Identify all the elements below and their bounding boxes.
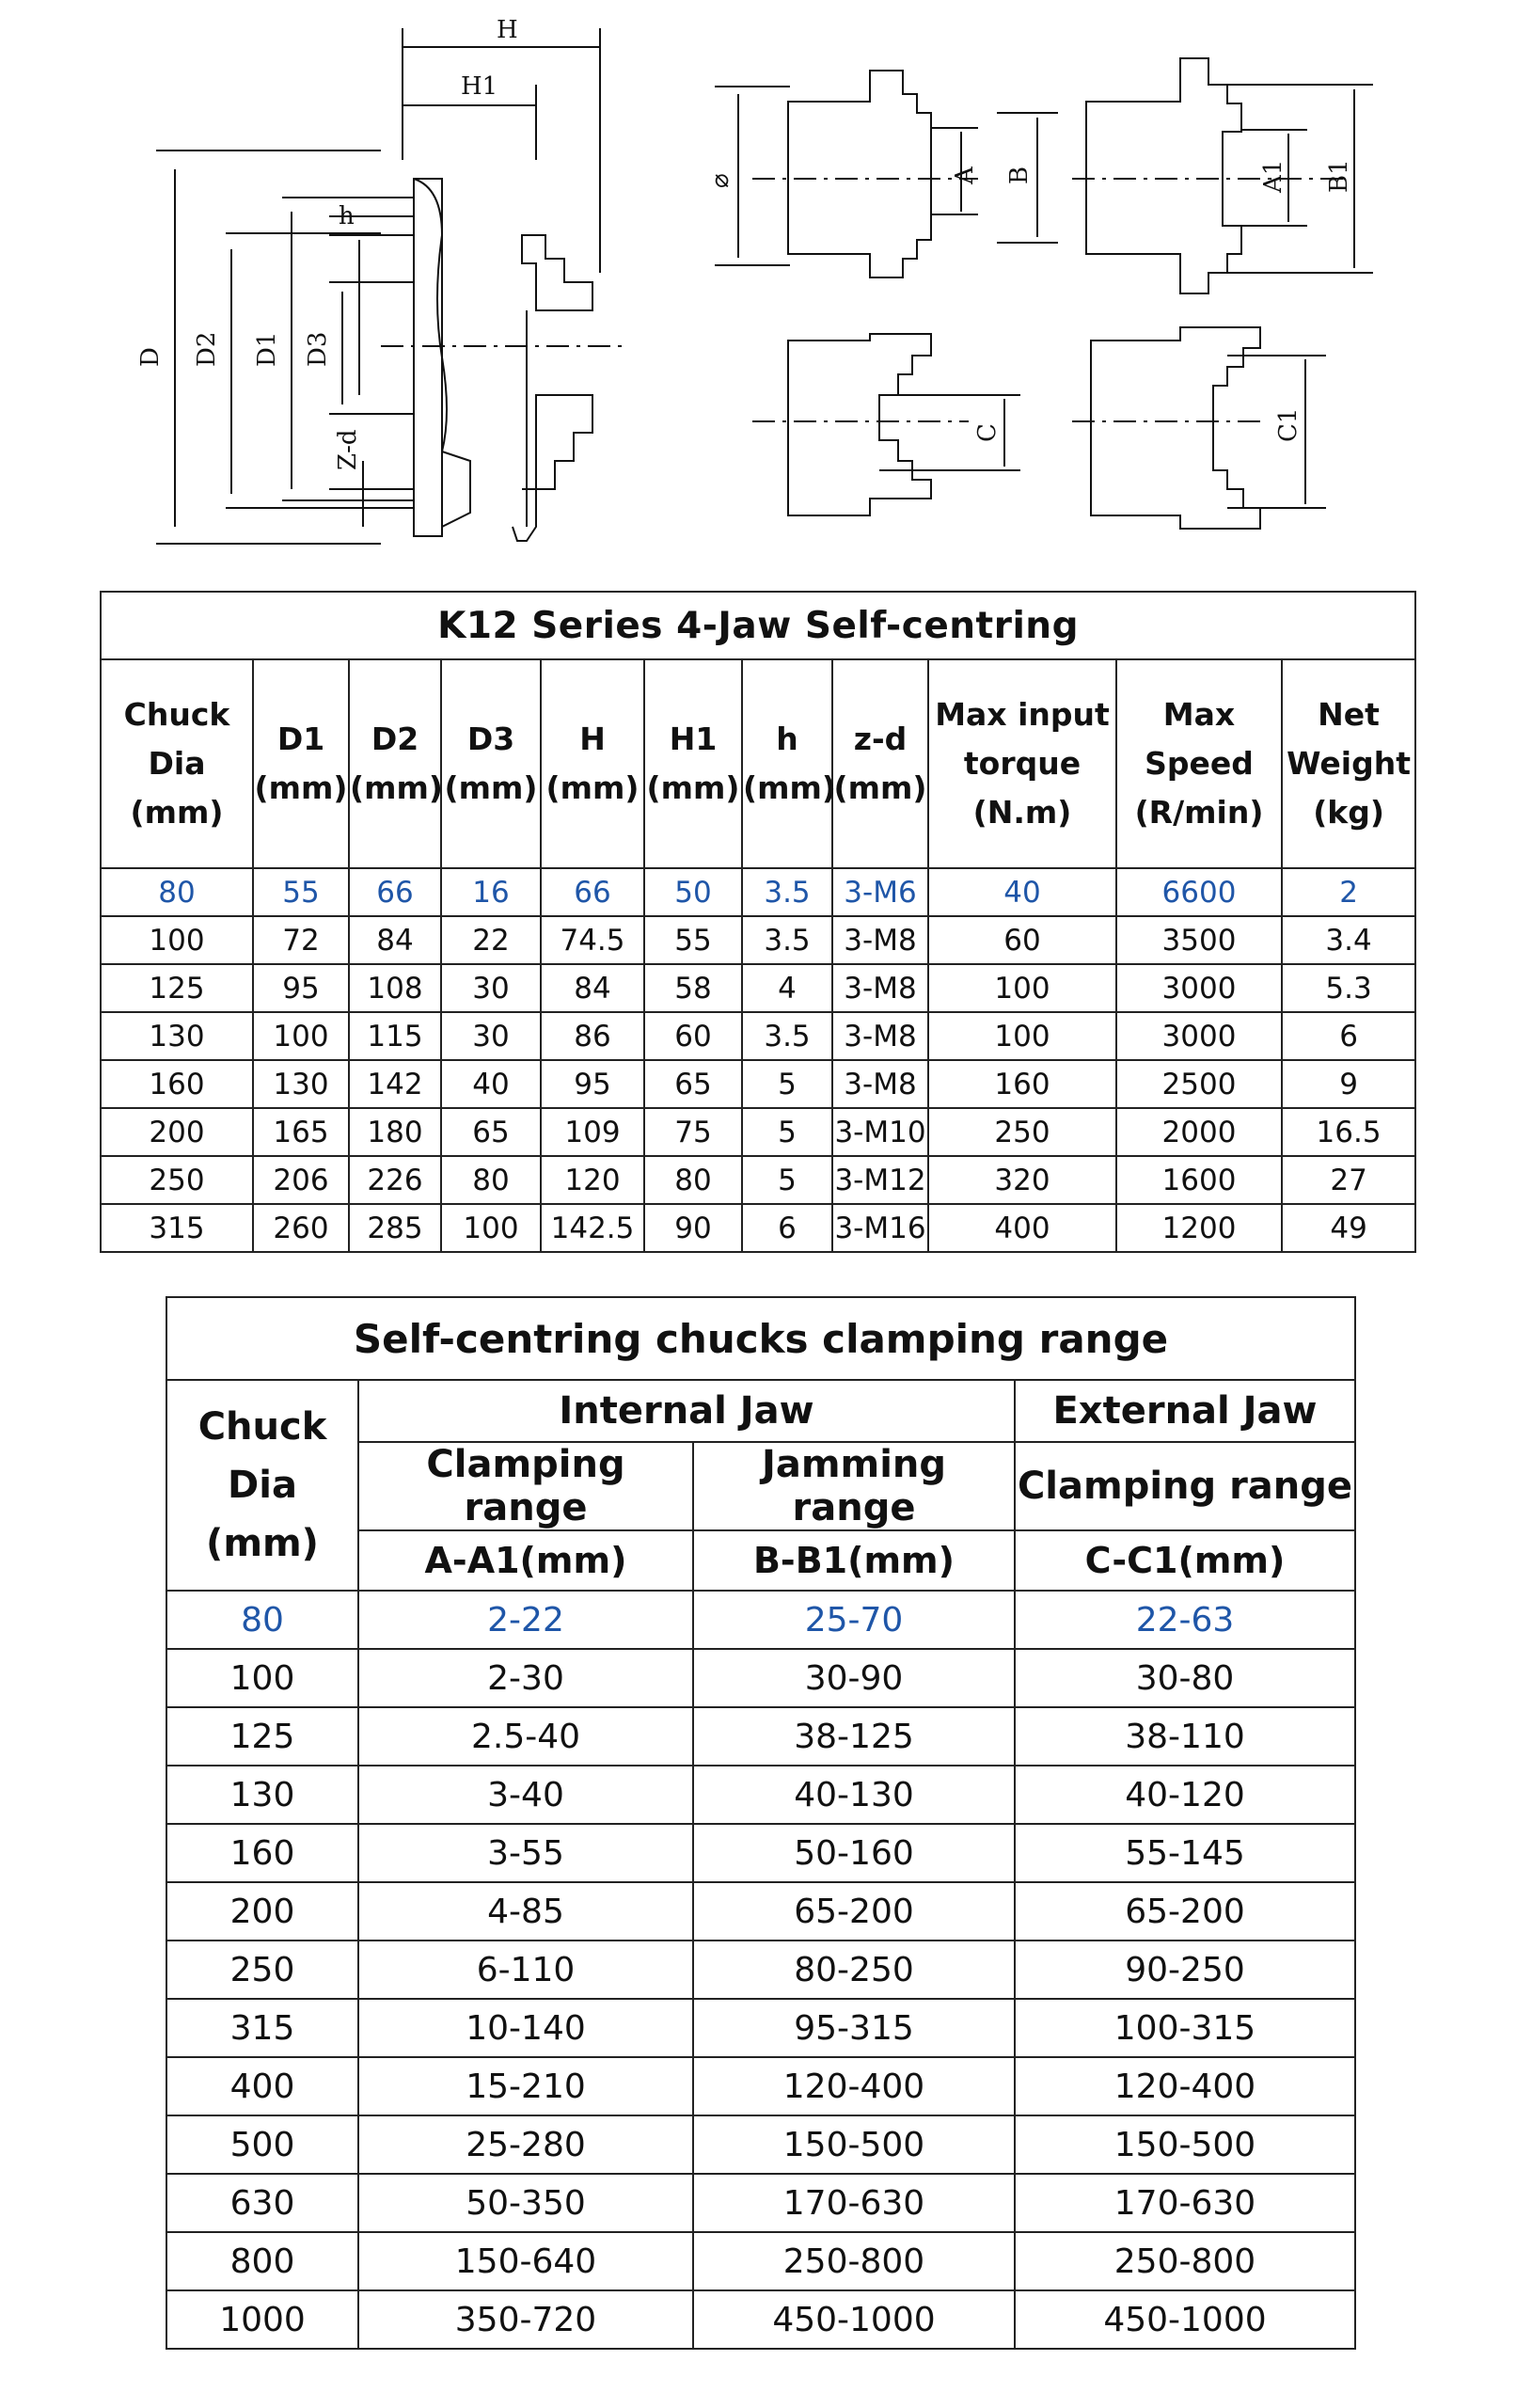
clamp-table-cell: 100 [166, 1649, 358, 1707]
spec-table-cell: 75 [644, 1108, 742, 1156]
label-c: C [973, 423, 1002, 442]
clamp-table-cell: 80 [166, 1591, 358, 1649]
clamp-table-cell: 630 [166, 2174, 358, 2232]
spec-table-cell: 130 [253, 1060, 349, 1108]
spec-table-row [101, 964, 1415, 1012]
label-d1: D1 [253, 331, 281, 367]
spec-table-cell: 5 [742, 1108, 832, 1156]
spec-table-cell: 66 [541, 868, 644, 916]
spec-table-cell: 200 [101, 1108, 253, 1156]
a-a1-header: A-A1(mm) [358, 1530, 693, 1591]
spec-table-cell: 66 [349, 868, 441, 916]
spec-table-cell: 108 [349, 964, 441, 1012]
clamp-table-cell: 50-160 [693, 1824, 1015, 1882]
spec-header-cell: D2 (mm) [349, 659, 441, 868]
spec-table-cell: 1600 [1116, 1156, 1282, 1204]
jamming-range-header: Jamming range [693, 1442, 1015, 1530]
spec-table-cell: 3.4 [1282, 916, 1415, 964]
clamp-table-row [166, 1649, 1355, 1707]
spec-table-cell: 3-M12 [832, 1156, 928, 1204]
spec-table-cell: 260 [253, 1204, 349, 1252]
spec-table-cell: 3.5 [742, 868, 832, 916]
label-d: D [136, 347, 165, 367]
spec-table-cell: 84 [349, 916, 441, 964]
clamp-table-cell: 10-140 [358, 1999, 693, 2057]
spec-table-cell: 9 [1282, 1060, 1415, 1108]
side-view-drawing [156, 28, 628, 544]
spec-header-cell: z-d (mm) [832, 659, 928, 868]
clamp-table-cell: 90-250 [1015, 1941, 1355, 1999]
spec-table-cell: 315 [101, 1204, 253, 1252]
clamp-table-cell: 160 [166, 1824, 358, 1882]
spec-table-cell: 80 [101, 868, 253, 916]
clamp-table-cell: 15-210 [358, 2057, 693, 2115]
spec-table-cell: 2000 [1116, 1108, 1282, 1156]
spec-header-cell: Max Speed (R/min) [1116, 659, 1282, 868]
spec-table-cell: 3-M8 [832, 964, 928, 1012]
clamp-table-cell: 3-40 [358, 1766, 693, 1824]
clamp-table-cell: 170-630 [1015, 2174, 1355, 2232]
spec-table-cell: 125 [101, 964, 253, 1012]
clamp-table-cell: 4-85 [358, 1882, 693, 1941]
spec-table-cell: 65 [644, 1060, 742, 1108]
spec-table-cell: 3-M8 [832, 1060, 928, 1108]
spec-table-cell: 86 [541, 1012, 644, 1060]
spec-table-cell: 6600 [1116, 868, 1282, 916]
spec-table-cell: 84 [541, 964, 644, 1012]
spec-table-cell: 6 [1282, 1012, 1415, 1060]
spec-table-cell: 60 [644, 1012, 742, 1060]
clamp-table-row [166, 1591, 1355, 1649]
spec-table-cell: 4 [742, 964, 832, 1012]
clamp-table-cell: 150-500 [693, 2115, 1015, 2174]
spec-header-cell: D1 (mm) [253, 659, 349, 868]
spec-table-cell: 5.3 [1282, 964, 1415, 1012]
spec-table-cell: 80 [441, 1156, 541, 1204]
spec-table-cell: 58 [644, 964, 742, 1012]
clamp-table-cell: 30-90 [693, 1649, 1015, 1707]
spec-table-cell: 3.5 [742, 916, 832, 964]
clamp-table-cell: 22-63 [1015, 1591, 1355, 1649]
clamp-table-cell: 315 [166, 1999, 358, 2057]
spec-table-row [101, 1012, 1415, 1060]
clamp-table-cell: 1000 [166, 2290, 358, 2349]
spec-table-cell: 65 [441, 1108, 541, 1156]
spec-table-cell: 90 [644, 1204, 742, 1252]
clamp-table-cell: 150-500 [1015, 2115, 1355, 2174]
clamp-table-cell: 125 [166, 1707, 358, 1766]
spec-header-cell: D3 (mm) [441, 659, 541, 868]
clamp-table-row [166, 1824, 1355, 1882]
clamp-table-cell: 50-350 [358, 2174, 693, 2232]
clamp-table-cell: 40-130 [693, 1766, 1015, 1824]
clamp-table-cell: 95-315 [693, 1999, 1015, 2057]
spec-table-row [101, 916, 1415, 964]
label-d3: D3 [304, 331, 332, 367]
clamp-table-cell: 30-80 [1015, 1649, 1355, 1707]
spec-table-cell: 130 [101, 1012, 253, 1060]
clamp-table-cell: 38-110 [1015, 1707, 1355, 1766]
spec-table-cell: 285 [349, 1204, 441, 1252]
spec-header-cell: H1 (mm) [644, 659, 742, 868]
internal-jaw-header: Internal Jaw [358, 1380, 1015, 1442]
spec-header-cell: Chuck Dia (mm) [101, 659, 253, 868]
clamp-table-cell: 400 [166, 2057, 358, 2115]
spec-table-cell: 6 [742, 1204, 832, 1252]
spec-table-cell: 320 [928, 1156, 1116, 1204]
clamp-table-cell: 120-400 [693, 2057, 1015, 2115]
spec-table-cell: 30 [441, 964, 541, 1012]
clamp-table-cell: 350-720 [358, 2290, 693, 2349]
spec-header-cell: Max input torque (N.m) [928, 659, 1116, 868]
spec-table-cell: 3000 [1116, 964, 1282, 1012]
spec-table-cell: 3-M6 [832, 868, 928, 916]
spec-table-cell: 1200 [1116, 1204, 1282, 1252]
clamp-table-cell: 25-280 [358, 2115, 693, 2174]
spec-table-cell: 5 [742, 1060, 832, 1108]
clamp-table-cell: 100-315 [1015, 1999, 1355, 2057]
spec-table-cell: 2500 [1116, 1060, 1282, 1108]
clamp-table-cell: 250-800 [1015, 2232, 1355, 2290]
clamp-table-title: Self-centring chucks clamping range [166, 1297, 1355, 1380]
spec-table-row [101, 868, 1415, 916]
spec-table-cell: 5 [742, 1156, 832, 1204]
label-zd: Z-d [334, 429, 362, 470]
spec-table-cell: 3-M16 [832, 1204, 928, 1252]
clamp-table-cell: 800 [166, 2232, 358, 2290]
spec-table-row [101, 1204, 1415, 1252]
clamp-table-row [166, 2232, 1355, 2290]
clamp-table-cell: 2.5-40 [358, 1707, 693, 1766]
clamp-table-cell: 65-200 [693, 1882, 1015, 1941]
spec-table-cell: 27 [1282, 1156, 1415, 1204]
spec-table-cell: 206 [253, 1156, 349, 1204]
label-a1: A1 [1259, 159, 1287, 193]
spec-table-row [101, 1156, 1415, 1204]
label-b1: B1 [1325, 159, 1353, 193]
label-d2: D2 [193, 331, 221, 367]
spec-table-cell: 3-M10 [832, 1108, 928, 1156]
label-a: A [951, 166, 979, 184]
spec-table-cell: 3500 [1116, 916, 1282, 964]
spec-table-cell: 60 [928, 916, 1116, 964]
clamp-table-cell: 65-200 [1015, 1882, 1355, 1941]
label-diameter: ⌀ [706, 173, 734, 188]
clamping-range-header: Clamping range [358, 1442, 693, 1530]
label-b: B [1005, 166, 1034, 184]
spec-table-cell: 30 [441, 1012, 541, 1060]
clamp-table-cell: 55-145 [1015, 1824, 1355, 1882]
label-h: H [497, 16, 518, 44]
spec-table-cell: 3-M8 [832, 916, 928, 964]
c-c1-header: C-C1(mm) [1015, 1530, 1355, 1591]
clamp-table-cell: 40-120 [1015, 1766, 1355, 1824]
spec-header-cell: Net Weight (kg) [1282, 659, 1415, 868]
clamp-table-row [166, 1707, 1355, 1766]
label-h1: H1 [461, 72, 498, 101]
label-small-h: h [339, 202, 355, 230]
spec-table-row [101, 1060, 1415, 1108]
clamp-table-cell: 250 [166, 1941, 358, 1999]
spec-table-cell: 100 [441, 1204, 541, 1252]
spec-table-cell: 40 [441, 1060, 541, 1108]
spec-table-cell: 3-M8 [832, 1012, 928, 1060]
clamp-table-cell: 25-70 [693, 1591, 1015, 1649]
clamp-table-row [166, 1941, 1355, 1999]
spec-table-cell: 100 [928, 1012, 1116, 1060]
clamp-table-row [166, 1999, 1355, 2057]
spec-table-cell: 100 [253, 1012, 349, 1060]
spec-table-title: K12 Series 4-Jaw Self-centring [101, 592, 1415, 659]
spec-table-cell: 109 [541, 1108, 644, 1156]
clamp-table-cell: 250-800 [693, 2232, 1015, 2290]
clamp-table-row [166, 2174, 1355, 2232]
spec-header-cell: H (mm) [541, 659, 644, 868]
spec-table-cell: 55 [644, 916, 742, 964]
spec-table-cell: 55 [253, 868, 349, 916]
clamp-table-row [166, 2290, 1355, 2349]
clamp-table-cell: 500 [166, 2115, 358, 2174]
spec-table-cell: 16 [441, 868, 541, 916]
spec-table-cell: 226 [349, 1156, 441, 1204]
spec-table-cell: 3000 [1116, 1012, 1282, 1060]
spec-table-cell: 115 [349, 1012, 441, 1060]
clamp-table-cell: 170-630 [693, 2174, 1015, 2232]
spec-table-cell: 40 [928, 868, 1116, 916]
clamp-table-cell: 120-400 [1015, 2057, 1355, 2115]
clamp-table-cell: 2-30 [358, 1649, 693, 1707]
clamp-table-row [166, 1766, 1355, 1824]
spec-table-cell: 95 [253, 964, 349, 1012]
spec-table-cell: 80 [644, 1156, 742, 1204]
spec-table-cell: 95 [541, 1060, 644, 1108]
clamp-table-cell: 2-22 [358, 1591, 693, 1649]
clamp-table-cell: 200 [166, 1882, 358, 1941]
spec-table-cell: 3.5 [742, 1012, 832, 1060]
spec-table-cell: 2 [1282, 868, 1415, 916]
spec-table-row [101, 1108, 1415, 1156]
spec-table-cell: 22 [441, 916, 541, 964]
spec-table-cell: 165 [253, 1108, 349, 1156]
spec-table-cell: 180 [349, 1108, 441, 1156]
spec-table-cell: 400 [928, 1204, 1116, 1252]
spec-header-cell: h (mm) [742, 659, 832, 868]
spec-table-cell: 49 [1282, 1204, 1415, 1252]
clamp-table-cell: 38-125 [693, 1707, 1015, 1766]
spec-table-cell: 142 [349, 1060, 441, 1108]
spec-table-cell: 100 [928, 964, 1116, 1012]
clamp-table-cell: 450-1000 [1015, 2290, 1355, 2349]
spec-table-cell: 16.5 [1282, 1108, 1415, 1156]
chuck-dia-header: Chuck Dia (mm) [166, 1380, 358, 1591]
spec-table-cell: 74.5 [541, 916, 644, 964]
external-clamping-range-header: Clamping range [1015, 1442, 1355, 1530]
clamp-table-row [166, 1882, 1355, 1941]
b-b1-header: B-B1(mm) [693, 1530, 1015, 1591]
clamp-table-row [166, 2057, 1355, 2115]
spec-table-cell: 160 [101, 1060, 253, 1108]
clamp-table-cell: 450-1000 [693, 2290, 1015, 2349]
spec-table-cell: 250 [101, 1156, 253, 1204]
external-jaw-header: External Jaw [1015, 1380, 1355, 1442]
chuck-technical-drawing [0, 0, 1516, 583]
spec-table-cell: 250 [928, 1108, 1116, 1156]
spec-table-cell: 72 [253, 916, 349, 964]
spec-table-cell: 50 [644, 868, 742, 916]
clamp-table-cell: 3-55 [358, 1824, 693, 1882]
clamp-table-cell: 150-640 [358, 2232, 693, 2290]
clamp-table-cell: 80-250 [693, 1941, 1015, 1999]
clamp-table-row [166, 2115, 1355, 2174]
clamp-table-cell: 130 [166, 1766, 358, 1824]
clamp-table-cell: 6-110 [358, 1941, 693, 1999]
spec-table-cell: 142.5 [541, 1204, 644, 1252]
clamping-range-table [166, 1296, 1356, 2350]
label-c1: C1 [1274, 407, 1303, 442]
spec-table-cell: 100 [101, 916, 253, 964]
k12-spec-table [100, 591, 1416, 1253]
spec-table-cell: 120 [541, 1156, 644, 1204]
spec-table-cell: 160 [928, 1060, 1116, 1108]
